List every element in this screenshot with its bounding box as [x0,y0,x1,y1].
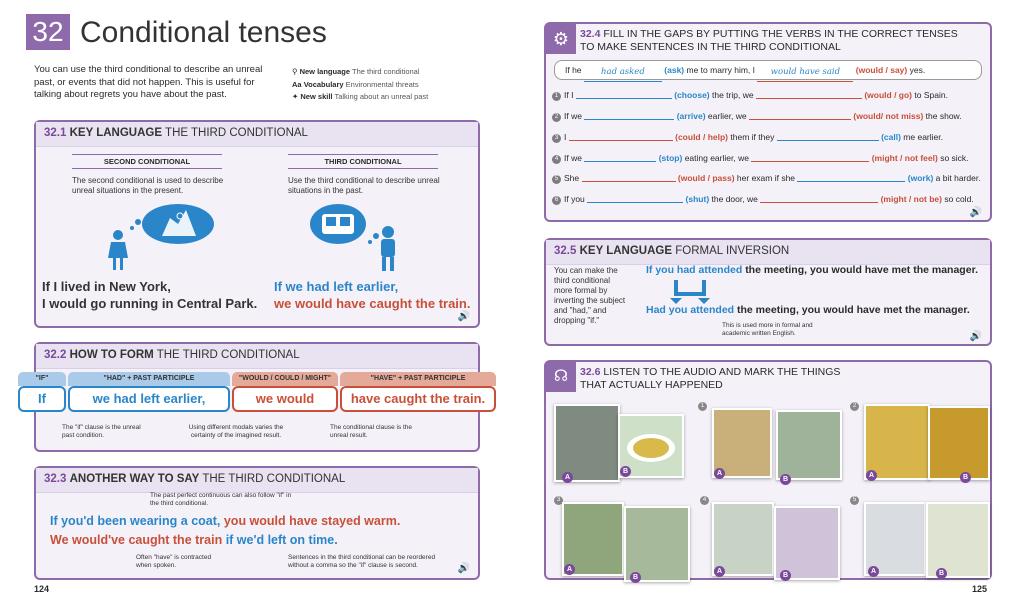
section-title: 32.6 LISTEN TO THE AUDIO AND MARK THE THINGS THAT ACTUALLY HAPPENED [580,366,841,391]
option-b-badge[interactable]: B [630,572,641,583]
option-b-badge[interactable]: B [936,568,947,579]
section-title: 32.3 ANOTHER WAY TO SAY THE THIRD CONDITIONAL [44,473,346,485]
option-a-badge[interactable]: A [866,470,877,481]
exercise-row-2: 2 If we (arrive) earlier, we (would/ not miss) the show. [552,111,962,122]
answer-field[interactable] [749,119,851,120]
option-b-badge[interactable]: B [780,570,791,581]
item-number: 5 [850,496,859,505]
gears-icon: ⚙ [546,24,576,54]
section-32-1 [34,120,480,328]
second-conditional-header: SECOND CONDITIONAL [72,154,222,169]
second-conditional-desc: The second conditional is used to describe unreal situations in the present. [72,176,224,195]
exercise-row-3: 3 I (could / help) them if they (call) me earlier. [552,132,943,143]
section-32-5 [544,238,992,346]
note-modals: Using different modals varies the certainty of the imagined result. [188,424,284,439]
note-past-perfect: The past perfect continuous can also follow "if" in the third conditional. [150,492,292,507]
photo-4b [774,506,840,580]
answer-field[interactable] [797,181,905,182]
answer-field[interactable] [777,140,879,141]
note-if-clause: The "if" clause is the unreal past condition. [62,424,141,439]
block-if: If [18,386,66,412]
photo-2a [864,404,930,480]
answer-field[interactable] [756,98,862,99]
exercise-row-4: 4 If we (stop) eating earlier, we (might / not feel) so sick. [552,153,969,164]
audio-icon[interactable]: 🔊 [969,207,982,218]
running-thought-illustration [102,202,222,272]
note-conditional-clause: The conditional clause is the unreal result. [330,424,413,439]
section-title: 32.4 FILL IN THE GAPS BY PUTTING THE VERBS IN THE CORRECT TENSES TO MAKE SENTENCES IN THE THIRD CONDITIONAL [580,28,958,53]
intro-text: You can use the third conditional to describe an unreal past, or events that did not happen. This is useful for talking about regrets you have about the past. [34,64,263,100]
swap-arrow-icon [670,278,710,304]
item-number: 3 [554,496,563,505]
option-b-badge[interactable]: B [960,472,971,483]
answer-field[interactable] [760,202,878,203]
example-row: If he had asked (ask) me to marry him, I would have said (would / say) yes. [554,60,982,80]
listen-icon: ☊ [546,362,576,392]
example-2: We would've caught the train if we'd left on time. [50,533,338,547]
inversion-desc: You can make the third conditional more formal by inverting the subject and "had," and dropping "if." [554,266,626,325]
answer-field[interactable] [584,119,674,120]
section-title: 32.2 HOW TO FORM THE THIRD CONDITIONAL [44,349,300,361]
block-had: we had left earlier, [68,386,230,412]
vocabulary-icon: Aa [292,79,302,89]
page-number-left: 124 [34,584,50,594]
page-title: Conditional tenses [80,16,327,49]
section-title: 32.1 KEY LANGUAGE THE THIRD CONDITIONAL [44,127,308,139]
option-b-badge[interactable]: B [620,466,631,477]
answer-field[interactable] [582,181,676,182]
option-b-badge[interactable]: B [780,474,791,485]
section-32-4 [544,22,992,222]
third-conditional-header: THIRD CONDITIONAL [288,154,438,169]
photo-1b [776,410,842,480]
audio-icon[interactable]: 🔊 [457,563,470,574]
photo-2b [928,406,990,480]
unit-number-box: 32 [26,14,70,50]
third-conditional-desc: Use the third conditional to describe unreal situations in the past. [288,176,440,195]
photo-5a [864,502,926,576]
exercise-row-6: 6 If you (shut) the door, we (might / not be) so cold. [552,194,974,205]
photo-0a [554,404,620,482]
inversion-example-2: Had you attended the meeting, you would have met the manager. [646,304,970,316]
note-contracted: Often "have" is contracted when spoken. [136,554,212,569]
option-a-badge[interactable]: A [868,566,879,577]
exercise-row-1: 1 If I (choose) the trip, we (would / go) to Spain. [552,90,948,101]
option-a-badge[interactable]: A [564,564,575,575]
audio-icon[interactable]: 🔊 [457,311,470,322]
item-number: 4 [700,496,709,505]
option-a-badge[interactable]: A [562,472,573,483]
photo-3b [624,506,690,582]
item-number: 2 [850,402,859,411]
new-language-icon: ⚲ [292,67,298,76]
tab-had: "HAD" + PAST PARTICIPLE [68,372,230,386]
tab-if: "IF" [18,372,66,386]
section-title: 32.5 KEY LANGUAGE FORMAL INVERSION [554,245,790,257]
inversion-note: This is used more in formal and academic written English. [722,322,813,337]
third-conditional-example: If we had left earlier, we would have caught the train. [274,279,471,311]
tab-have: "HAVE" + PAST PARTICIPLE [340,372,496,386]
block-would: we would [232,386,338,412]
example-1: If you'd been wearing a coat, you would have stayed warm. [50,514,401,528]
answer-field[interactable] [587,202,683,203]
answer-field[interactable] [584,161,656,162]
answer-field[interactable] [751,161,869,162]
tab-would: "WOULD / COULD / MIGHT" [232,372,338,386]
option-a-badge[interactable]: A [714,566,725,577]
new-skill-icon: ✦ [292,92,299,101]
section-32-3 [34,466,480,580]
audio-icon[interactable]: 🔊 [969,331,982,342]
inversion-example-1: If you had attended the meeting, you would have met the manager. [646,264,978,276]
train-thought-illustration [308,202,428,272]
answer-field[interactable] [569,140,673,141]
block-have: have caught the train. [340,386,496,412]
meta-list: ⚲ New language The third conditional Aa Vocabulary Environmental threats ✦ New skill Talking about an unreal past [292,67,429,101]
option-a-badge[interactable]: A [714,468,725,479]
exercise-row-5: 5 She (would / pass) her exam if she (work) a bit harder. [552,173,981,184]
photo-4a [712,502,774,576]
answer-field[interactable] [576,98,672,99]
note-reorder: Sentences in the third conditional can be reordered without a comma so the "if" clause is second. [288,554,436,569]
second-conditional-example: If I lived in New York, I would go running in Central Park. [42,279,258,311]
photo-5b [926,502,990,578]
item-number: 1 [698,402,707,411]
page-number-right: 125 [972,584,988,594]
